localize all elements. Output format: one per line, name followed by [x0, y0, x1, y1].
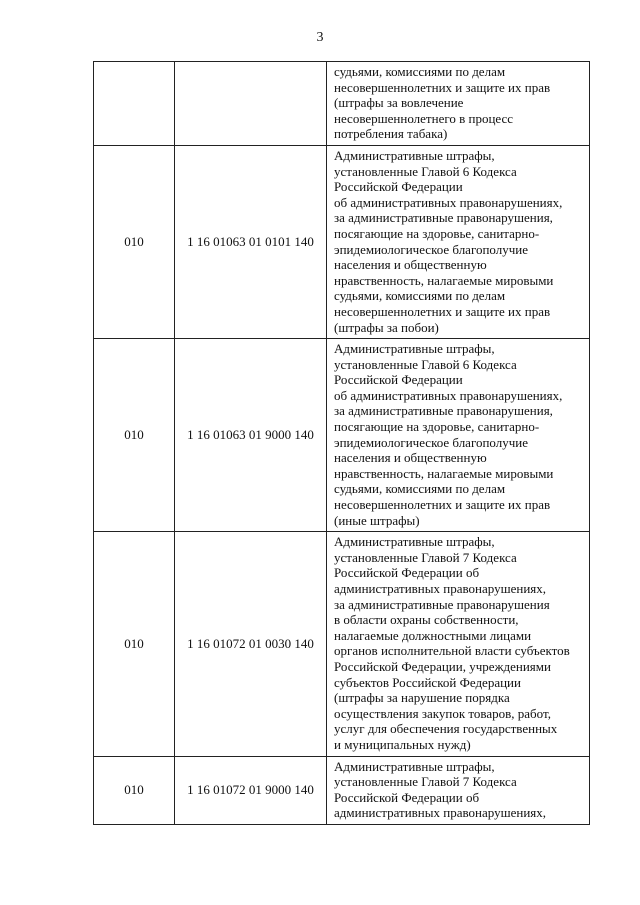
description-line: населения и общественную [334, 257, 487, 273]
budget-code-table [93, 61, 590, 825]
description-line: Российской Федерации об [334, 565, 480, 581]
description-line: и муниципальных нужд) [334, 736, 471, 752]
description-line: несовершеннолетних и защите их прав [334, 497, 551, 513]
description-line: в области охраны собственности, [334, 612, 519, 628]
page-number: 3 [316, 30, 324, 45]
admin-code-cell: 010 [94, 756, 175, 824]
description-line: несовершеннолетних и защите их прав [334, 303, 551, 319]
description-line: (иные штрафы) [334, 512, 420, 528]
description-line: услуг для обеспечения государственных [334, 721, 558, 737]
description-line: посягающие на здоровье, санитарно- [334, 419, 540, 435]
admin-code-cell: 010 [94, 339, 175, 532]
table-row [94, 62, 590, 146]
description-line: населения и общественную [334, 450, 487, 466]
admin-code-cell: 010 [94, 532, 175, 756]
description-line: посягающие на здоровье, санитарно- [334, 225, 540, 241]
description-line: эпидемиологическое благополучие [334, 434, 528, 450]
description-line: об административных правонарушениях, [334, 194, 563, 210]
description-line: нравственность, налагаемые мировыми [334, 465, 554, 481]
description-line: (штрафы за вовлечение [334, 95, 464, 111]
description-line: за административные правонарушения, [334, 210, 553, 226]
description-line: несовершеннолетних и защите их прав [334, 79, 551, 95]
description-line: субъектов Российской Федерации [334, 674, 521, 690]
description-line: административных правонарушениях, [334, 581, 546, 596]
table-row [94, 339, 590, 532]
description-cell [327, 532, 590, 756]
description-line: (штрафы за побои) [334, 319, 439, 335]
description-line: судьями, комиссиями по делам [334, 64, 506, 79]
description-line: Российской Федерации [334, 372, 463, 388]
description-line: административных правонарушениях, [334, 805, 546, 821]
description-line: эпидемиологическое благополучие [334, 241, 528, 257]
description-line: (штрафы за нарушение порядка [334, 690, 510, 706]
kbk-code-cell: 1 16 01072 01 0030 140 [175, 532, 327, 756]
description-cell [327, 756, 590, 824]
description-cell [327, 62, 590, 146]
table-body [94, 62, 590, 825]
kbk-code-cell: 1 16 01063 01 0101 140 [175, 145, 327, 338]
description-line: за административные правонарушения, [334, 403, 553, 419]
description-cell [327, 145, 590, 338]
description-line: Административные штрафы, [334, 758, 495, 774]
description-line: потребления табака) [334, 126, 448, 142]
table-row [94, 532, 590, 756]
description-line: установленные Главой 7 Кодекса [334, 549, 517, 565]
description-cell [327, 339, 590, 532]
description-line: Административные штрафы, [334, 147, 495, 163]
description-line: осуществления закупок товаров, работ, [334, 705, 551, 721]
description-line: за административные правонарушения [334, 596, 550, 612]
description-line: судьями, комиссиями по делам [334, 288, 506, 304]
kbk-code-cell [175, 62, 327, 146]
admin-code-cell [94, 62, 175, 146]
description-line: установленные Главой 6 Кодекса [334, 163, 517, 179]
description-line: органов исполнительной власти субъектов [334, 643, 570, 659]
kbk-code-cell: 1 16 01063 01 9000 140 [175, 339, 327, 532]
description-line: установленные Главой 6 Кодекса [334, 356, 517, 372]
description-line: Административные штрафы, [334, 341, 495, 357]
description-line: установленные Главой 7 Кодекса [334, 774, 517, 790]
description-line: Российской Федерации об [334, 789, 480, 805]
description-line: нравственность, налагаемые мировыми [334, 272, 554, 288]
description-line: налагаемые должностными лицами [334, 627, 532, 643]
description-line: Российской Федерации, учреждениями [334, 658, 551, 674]
description-line: Административные штрафы, [334, 534, 495, 550]
admin-code-cell: 010 [94, 145, 175, 338]
description-line: несовершеннолетнего в процесс [334, 110, 514, 126]
budget-code-table-container [93, 61, 589, 825]
description-line: Российской Федерации [334, 179, 463, 195]
table-row [94, 756, 590, 824]
table-row [94, 145, 590, 338]
description-line: судьями, комиссиями по делам [334, 481, 506, 497]
kbk-code-cell: 1 16 01072 01 9000 140 [175, 756, 327, 824]
description-line: об административных правонарушениях, [334, 387, 563, 403]
